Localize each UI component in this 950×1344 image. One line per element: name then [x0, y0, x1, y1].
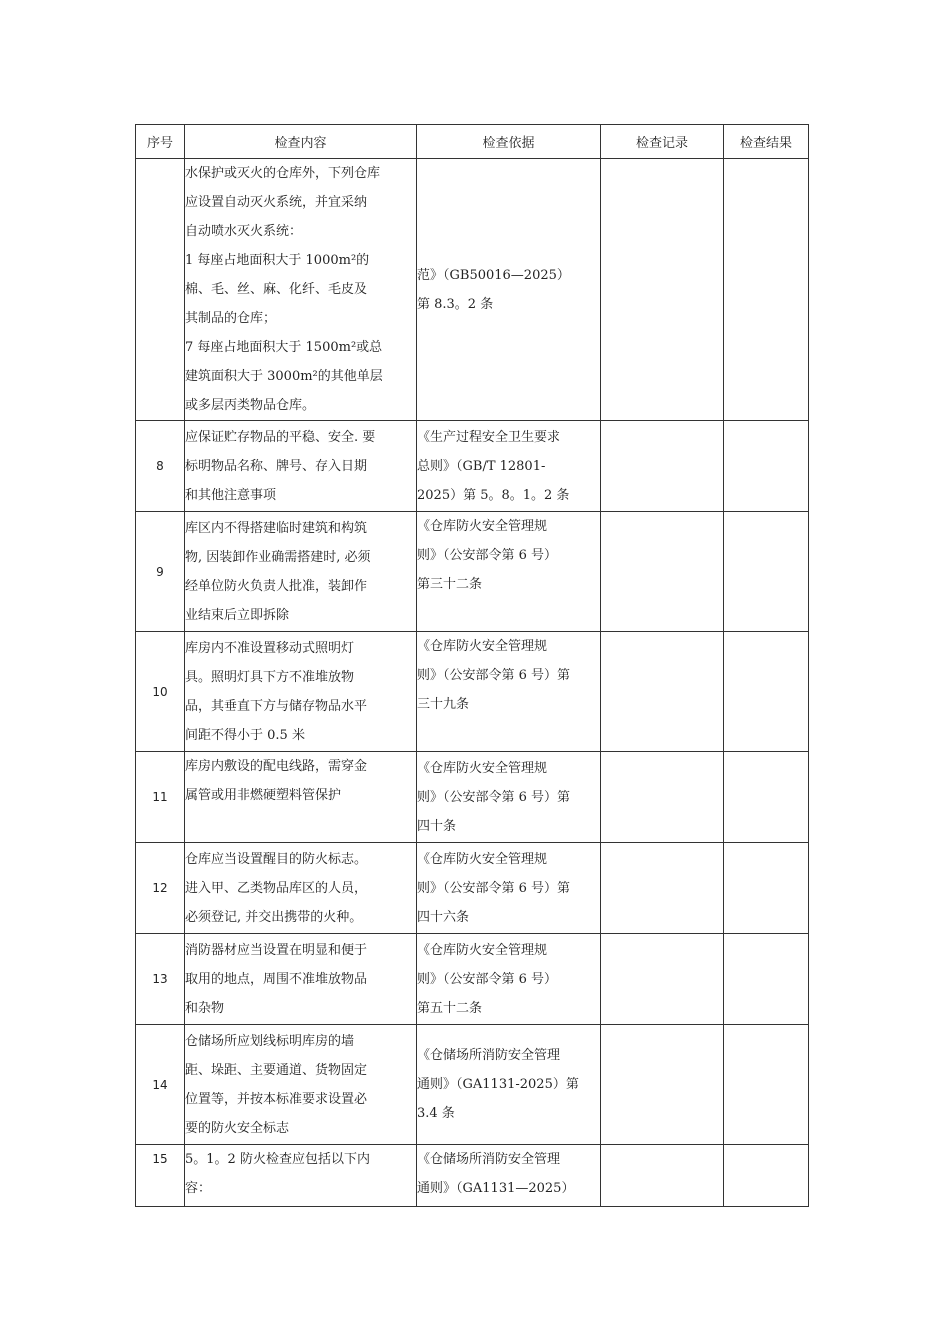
row-number: 9	[136, 512, 185, 632]
check-content: 库区内不得搭建临时建筑和构筑 物, 因装卸作业确需搭建时, 必须 经单位防火负责人批准，装卸作 业结束后立即拆除	[185, 512, 417, 632]
check-record	[601, 1145, 724, 1207]
check-content: 应保证贮存物品的平稳、安全. 要 标明物品名称、牌号、存入日期 和其他注意事项	[185, 421, 417, 512]
row-number: 8	[136, 421, 185, 512]
check-content: 水保护或灭火的仓库外，下列仓库 应设置自动灭火系统，并宜采纳 自动喷水灭火系统： 1 每座占地面积大于 1000m²的 棉、毛、丝、麻、化纤、毛皮及 其制品的仓库； 7 每座占地面积大于 1500m²或总 建筑面积大于 3000m²的其他单层 或多层丙类物品仓库。	[185, 159, 417, 421]
header-result: 检查结果	[724, 125, 809, 159]
check-result	[724, 752, 809, 843]
check-record	[601, 1025, 724, 1145]
check-result	[724, 512, 809, 632]
row-number: 13	[136, 934, 185, 1025]
check-result	[724, 1145, 809, 1207]
check-content: 库房内敷设的配电线路，需穿金 属管或用非燃硬塑料管保护	[185, 752, 417, 843]
check-record	[601, 752, 724, 843]
check-basis: 《仓库防火安全管理规 则》（公安部令第 6 号）第 四十六条	[417, 843, 601, 934]
check-result	[724, 421, 809, 512]
table-row	[136, 1145, 809, 1207]
check-content: 消防器材应当设置在明显和便于 取用的地点，周围不准堆放物品 和杂物	[185, 934, 417, 1025]
check-result	[724, 159, 809, 421]
check-record	[601, 421, 724, 512]
check-basis: 《仓库防火安全管理规 则》（公安部令第 6 号）第 三十九条	[417, 632, 601, 752]
table-row	[136, 632, 809, 752]
check-record	[601, 843, 724, 934]
check-basis: 《仓库防火安全管理规 则》（公安部令第 6 号） 第三十二条	[417, 512, 601, 632]
table-row	[136, 421, 809, 512]
check-result	[724, 843, 809, 934]
header-record: 检查记录	[601, 125, 724, 159]
row-number	[136, 159, 185, 421]
check-basis: 《仓库防火安全管理规 则》（公安部令第 6 号） 第五十二条	[417, 934, 601, 1025]
check-result	[724, 632, 809, 752]
inspection-table	[135, 124, 809, 1207]
table-row	[136, 512, 809, 632]
check-content: 仓储场所应划线标明库房的墙 距、垛距、主要通道、货物固定 位置等，并按本标准要求设置必 要的防火安全标志	[185, 1025, 417, 1145]
check-content: 库房内不准设置移动式照明灯 具。照明灯具下方不准堆放物 品，其垂直下方与储存物品水平 间距不得小于 0.5 米	[185, 632, 417, 752]
check-basis: 《生产过程安全卫生要求 总则》（GB/T 12801- 2025）第 5。8。1。2 条	[417, 421, 601, 512]
check-basis: 《仓储场所消防安全管理 通则》（GA1131—2025）	[417, 1145, 601, 1207]
row-number: 10	[136, 632, 185, 752]
check-content: 5。1。2 防火检查应包括以下内 容：	[185, 1145, 417, 1207]
check-record	[601, 512, 724, 632]
check-basis: 范》（GB50016—2025） 第 8.3。2 条	[417, 159, 601, 421]
check-record	[601, 934, 724, 1025]
row-number: 12	[136, 843, 185, 934]
check-result	[724, 934, 809, 1025]
check-basis: 《仓库防火安全管理规 则》（公安部令第 6 号）第 四十条	[417, 752, 601, 843]
table-header-row	[136, 125, 809, 159]
table-row	[136, 752, 809, 843]
table-row	[136, 1025, 809, 1145]
row-number: 14	[136, 1025, 185, 1145]
header-basis: 检查依据	[417, 125, 601, 159]
table-row	[136, 934, 809, 1025]
row-number: 11	[136, 752, 185, 843]
check-basis: 《仓储场所消防安全管理 通则》（GA1131-2025）第 3.4 条	[417, 1025, 601, 1145]
check-record	[601, 632, 724, 752]
table-row	[136, 159, 809, 421]
row-number: 15	[136, 1145, 185, 1207]
check-record	[601, 159, 724, 421]
check-result	[724, 1025, 809, 1145]
header-no: 序号	[136, 125, 185, 159]
table-row	[136, 843, 809, 934]
header-content: 检查内容	[185, 125, 417, 159]
check-content: 仓库应当设置醒目的防火标志。 进入甲、乙类物品库区的人员， 必须登记, 并交出携带的火种。	[185, 843, 417, 934]
